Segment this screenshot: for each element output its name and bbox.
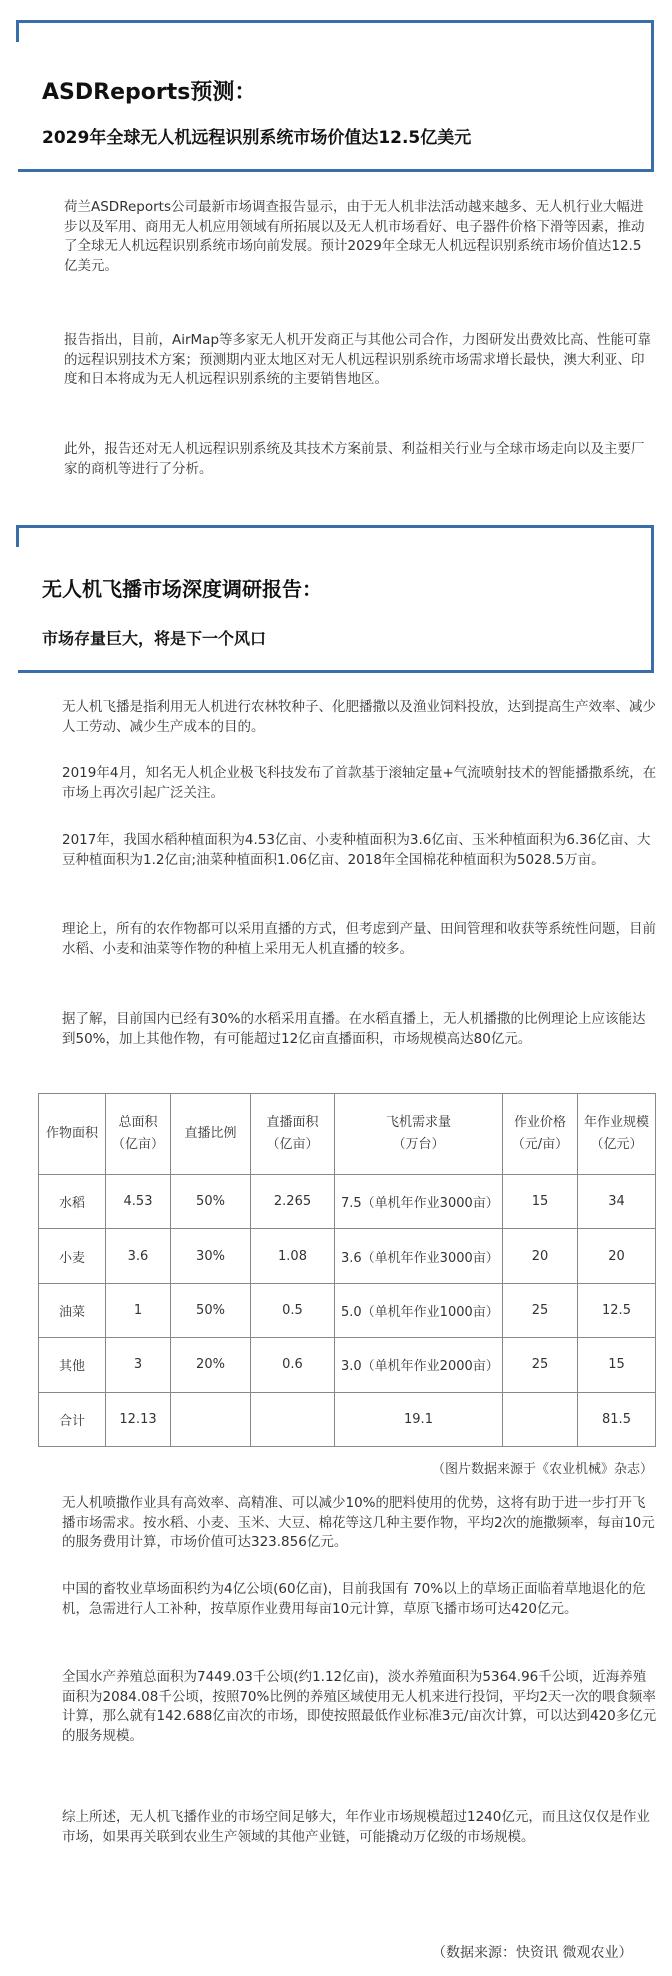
table-cell: 合计: [39, 1392, 106, 1446]
table-source-note: （图片数据来源于《农业机械》杂志）: [432, 1462, 654, 1477]
table-cell: 12.13: [106, 1392, 171, 1446]
table-cell: 油菜: [39, 1283, 106, 1337]
table-header-cell: 年作业规模 （亿元）: [578, 1094, 656, 1175]
table-cell: 20: [503, 1229, 578, 1283]
section2-paragraph-3: 2017年，我国水稻种植面积为4.53亿亩、小麦种植面积为3.6亿亩、玉米种植面积为6.36亿亩、大豆种植面积为1.2亿亩;油菜种植面积1.06亿亩、2018年全国棉花种植面积为5028.5万亩。: [62, 832, 651, 868]
table-cell: 50%: [171, 1175, 251, 1229]
table-cell: 1.08: [251, 1229, 335, 1283]
table-header-cell: 作业价格 （元/亩）: [503, 1094, 578, 1175]
section2-paragraph-8: 全国水产养殖总面积为7449.03千公顷(约1.12亿亩)，淡水养殖面积为5364.96千公顷，近海养殖面积为2084.08千公顷，按照70%比例的养殖区域使用无人机来进行投饲，平均2天一次的喂食频率计算，那么就有142.688亿亩次的市场，即使按照最低作业标准3元/亩次计算，可以达到420多亿元的服务规模。: [62, 1669, 657, 1744]
section2-paragraph-6: 无人机喷撒作业具有高效率、高精准、可以减少10%的肥料使用的优势，这将有助于进一步打开飞播市场需求。按水稻、小麦、玉米、大豆、棉花等这几种主要作物，平均2次的施撒频率，每亩10元的服务费用计算，市场价值可达323.856亿元。: [62, 1495, 655, 1550]
table-row: [39, 1229, 656, 1283]
section1-subtitle: 2029年全球无人机远程识别系统市场价值达12.5亿美元: [42, 128, 472, 148]
table-row: [39, 1283, 656, 1337]
table-cell: 81.5: [578, 1392, 656, 1446]
table-cell: 3.6: [106, 1229, 171, 1283]
table-cell: 30%: [171, 1229, 251, 1283]
table-cell: 3.0（单机年作业2000亩）: [335, 1338, 503, 1392]
table-cell: [171, 1392, 251, 1446]
table-cell: 4.53: [106, 1175, 171, 1229]
section1-paragraph-2: 报告指出，目前，AirMap等多家无人机开发商正与其他公司合作，力图研发出费效比高、性能可靠的远程识别技术方案；预测期内亚太地区对无人机远程识别系统市场需求增长最快，澳大利亚、印度和日本将成为无人机远程识别系统的主要销售地区。: [64, 332, 652, 387]
section1-paragraph-3: 此外，报告还对无人机远程识别系统及其技术方案前景、利益相关行业与全球市场走向以及主要厂家的商机等进行了分析。: [64, 441, 645, 477]
section2-paragraph-4: 理论上，所有的农作物都可以采用直播的方式，但考虑到产量、田间管理和收获等系统性问题，目前水稻、小麦和油菜等作物的种植上采用无人机直播的较多。: [62, 921, 656, 957]
table-header-row: [39, 1094, 656, 1175]
table-cell: 25: [503, 1338, 578, 1392]
table-cell: 其他: [39, 1338, 106, 1392]
section2-title: 无人机飞播市场深度调研报告：: [42, 577, 322, 601]
section1-paragraph-1: 荷兰ASDReports公司最新市场调查报告显示，由于无人机非法活动越来越多、无人机行业大幅进步以及军用、商用无人机应用领域有所拓展以及无人机市场看好、电子器件价格下滑等因素，推动了全球无人机远程识别系统市场向前发展。预计2029年全球无人机远程识别系统市场价值达12.5亿美元。: [64, 199, 645, 274]
table-cell: 20: [578, 1229, 656, 1283]
table-header-cell: 作物面积: [39, 1094, 106, 1175]
table-cell: 5.0（单机年作业1000亩）: [335, 1283, 503, 1337]
table-cell: [251, 1392, 335, 1446]
table-cell: [503, 1392, 578, 1446]
table-cell: 小麦: [39, 1229, 106, 1283]
section1-title-box: [18, 20, 654, 172]
table-cell: 0.6: [251, 1338, 335, 1392]
section2-paragraph-1: 无人机飞播是指利用无人机进行农林牧种子、化肥播撒以及渔业饲料投放，达到提高生产效率、减少人工劳动、减少生产成本的目的。: [62, 699, 656, 735]
crop-data-table: [38, 1093, 656, 1447]
table-cell: 0.5: [251, 1283, 335, 1337]
table-cell: 7.5（单机年作业3000亩）: [335, 1175, 503, 1229]
table-cell: 3.6（单机年作业3000亩）: [335, 1229, 503, 1283]
table-cell: 50%: [171, 1283, 251, 1337]
table-cell: 2.265: [251, 1175, 335, 1229]
table-cell: 15: [503, 1175, 578, 1229]
table-cell: 3: [106, 1338, 171, 1392]
table-header-cell: 总面积 （亿亩）: [106, 1094, 171, 1175]
section1-title: ASDReports预测：: [42, 80, 257, 105]
table-cell: 25: [503, 1283, 578, 1337]
table-row: [39, 1175, 656, 1229]
table-row: [39, 1338, 656, 1392]
table-header-cell: 飞机需求量 （万台）: [335, 1094, 503, 1175]
table-header-cell: 直播比例: [171, 1094, 251, 1175]
table-cell: 12.5: [578, 1283, 656, 1337]
table-cell: 1: [106, 1283, 171, 1337]
table-header-cell: 直播面积 （亿亩）: [251, 1094, 335, 1175]
table-cell: 34: [578, 1175, 656, 1229]
table-cell: 19.1: [335, 1392, 503, 1446]
section2-paragraph-9: 综上所述，无人机飞播作业的市场空间足够大，年作业市场规模超过1240亿元，而且这仅仅是作业市场，如果再关联到农业生产领域的其他产业链，可能撬动万亿级的市场规模。: [62, 1809, 650, 1845]
section2-paragraph-5: 据了解，目前国内已经有30%的水稻采用直播。在水稻直播上，无人机播撒的比例理论上应该能达到50%，加上其他作物，有可能超过12亿亩直播面积，市场规模高达80亿元。: [62, 1011, 646, 1047]
table-cell: 15: [578, 1338, 656, 1392]
data-source-note: （数据来源：快资讯 微观农业）: [432, 1945, 633, 1961]
table-row: [39, 1392, 656, 1446]
section2-subtitle: 市场存量巨大，将是下一个风口: [42, 629, 267, 648]
section2-paragraph-2: 2019年4月，知名无人机企业极飞科技发布了首款基于滚轴定量+气流喷射技术的智能播撒系统，在市场上再次引起广泛关注。: [62, 765, 657, 801]
table-cell: 水稻: [39, 1175, 106, 1229]
section2-paragraph-7: 中国的畜牧业草场面积约为4亿公顷(60亿亩)，目前我国有 70%以上的草场正面临着草地退化的危机，急需进行人工补种，按草原作业费用每亩10元计算，草原飞播市场可达420亿元。: [62, 1581, 646, 1617]
section2-title-box: [18, 525, 654, 673]
table-cell: 20%: [171, 1338, 251, 1392]
